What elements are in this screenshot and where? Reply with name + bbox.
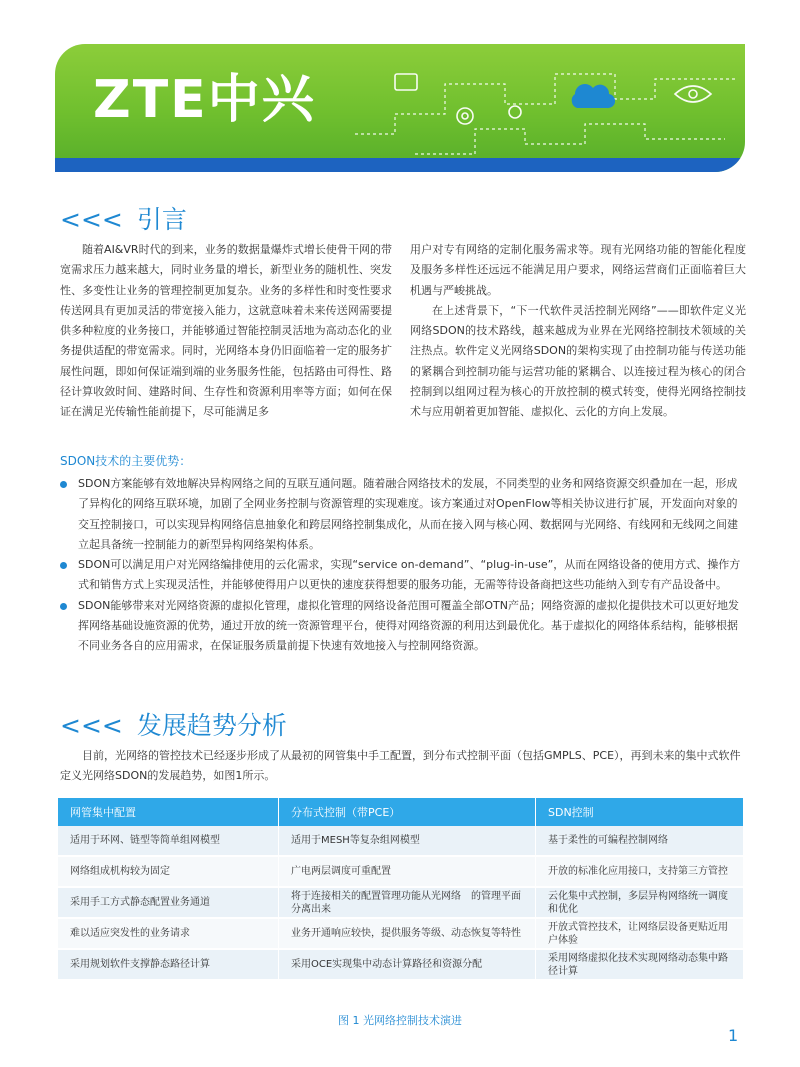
table-cell: 适用于MESH等复杂组网模型	[279, 826, 536, 856]
trends-intro: 目前，光网络的管控技术已经逐步形成了从最初的网管集中手工配置，到分布式控制平面（包括GMPLS、PCE），再到未来的集中式软件定义光网络SDON的发展趋势，如图1所示。	[60, 749, 741, 783]
column-header: SDN控制	[536, 798, 744, 826]
heading-title: 发展趋势分析	[136, 711, 287, 740]
table-cell: 广电两层调度可重配置	[279, 856, 536, 887]
table-row	[58, 887, 744, 918]
intro-paragraph-2: 在上述背景下，“下一代软件灵活控制光网络”——即软件定义光网络SDON的技术路线，越来越成为业界在光网络控制技术领域的关注热点。软件定义光网络SDON的架构实现了由控制功能与传送功能的紧耦合到控制功能与运营功能的紧耦合、以连接过程为核心的闭合控制到以组网过程为核心的开放控制的模式转变，使得光网络控制技术与应用朝着更加智能、虚拟化、云化的方向上发展。	[410, 303, 746, 419]
bullet-dot-icon	[60, 562, 67, 569]
intro-paragraph: 随着AI&VR时代的到来，业务的数据量爆炸式增长使骨干网的带宽需求压力越来越大，同时业务量的增长，新型业务的随机性、突发性、多变性让业务的管理控制更加复杂。业务的多样性和时变性要求传送网具有更加灵活的带宽接入能力，这就意味着未来传送网需要提供多种粒度的业务接口，并能够通过智能控制灵活地为高动态化的业务提供适配的带宽需求。同时，光网络本身仍旧面临着一定的服务扩展性问题，即如何保证端到端的业务服务性能，包括路由可得性、路径计算收敛时间、建路时间、生存性和资源利用率等方面；如何在保证在满足光传输性能前提下，尽可能满足多	[60, 243, 392, 419]
evolution-table	[58, 798, 744, 981]
section-heading-trends	[60, 706, 287, 742]
column-header: 分布式控制（带PCE）	[279, 798, 536, 826]
table-cell: 采用网络虚拟化技术实现网络动态集中路径计算	[536, 949, 744, 980]
table-cell: 将于连接相关的配置管理功能从光网络 的管理平面分离出来	[279, 887, 536, 918]
zte-logo: ZTE中兴	[93, 70, 316, 130]
advantages-title: SDON技术的主要优势：	[60, 454, 192, 468]
table-cell: 网络组成机构较为固定	[58, 856, 279, 887]
intro-left-column	[60, 240, 392, 423]
list-item: SDON方案能够有效地解决异构网络之间的互联互通问题。随着融合网络技术的发展，不同类型的业务和网络资源交织叠加在一起，形成了异构化的网络互联环境，加剧了全网业务控制与资源管理的实现难度。该方案通过对OpenFlow等相关协议进行扩展，开发面向对象的交互控制接口，可以实现异构网络信息抽象化和跨层网络控制集成化，从而在接入网与核心网、数据网与光网络、有线网和无线网之间建立起具备统一控制能力的新型异构网络架构体系。	[58, 474, 746, 555]
table-cell: 采用规划软件支撑静态路径计算	[58, 949, 279, 980]
table-cell: 适用于环网、链型等简单组网模型	[58, 826, 279, 856]
list-item: SDON能够带来对光网络资源的虚拟化管理，虚拟化管理的网络设备范围可覆盖全部OTN产品；网络资源的虚拟化提供技术可以更好地发挥网络基础设施资源的优势，通过开放的统一资源管理平台，使得对网络资源的利用达到最优化。基于虚拟化的网络体系结构，能够根据不同业务各自的应用需求，在保证服务质量前提下快速有效地接入与控制网络资源。	[58, 596, 746, 657]
bullet-dot-icon	[60, 603, 67, 610]
intro-right-column	[410, 240, 746, 423]
table-cell: 基于柔性的可编程控制网络	[536, 826, 744, 856]
page-number: 1	[728, 1026, 739, 1045]
table-row	[58, 949, 744, 980]
header-banner	[55, 44, 745, 172]
advantages-list	[58, 474, 746, 657]
table-header-row	[58, 798, 744, 826]
bullet-dot-icon	[60, 481, 67, 488]
heading-title: 引言	[136, 205, 187, 234]
figure-caption: 图 1 光网络控制技术演进	[338, 1014, 462, 1027]
heading-arrows: <<<	[60, 205, 123, 234]
table-cell: 云化集中式控制，多层异构网络统一调度和优化	[536, 887, 744, 918]
table-cell: 业务开通响应较快，提供服务等级、动态恢复等特性	[279, 918, 536, 949]
table-cell: 采用OCE实现集中动态计算路径和资源分配	[279, 949, 536, 980]
table-row	[58, 918, 744, 949]
banner-stripe	[55, 158, 745, 172]
section-heading-intro	[60, 200, 187, 236]
table-cell: 采用手工方式静态配置业务通道	[58, 887, 279, 918]
table-row	[58, 826, 744, 856]
intro-paragraph-continued: 用户对专有网络的定制化服务需求等。现有光网络功能的智能化程度及服务多样性还远远不能满足用户要求，网络运营商们正面临着巨大机遇与严峻挑战。	[410, 243, 746, 297]
list-item: SDON可以满足用户对光网络编排使用的云化需求，实现“service on-demand”、“plug-in-use”，从而在网络设备的使用方式、操作方式和销售方式上实现灵活性，并能够使得用户以更快的速度获得想要的服务功能，无需等待设备商把这些功能纳入到专有产品设备中。	[58, 555, 746, 596]
network-decoration-icon	[355, 54, 745, 164]
heading-arrows: <<<	[60, 711, 123, 740]
table-cell: 难以适应突发性的业务请求	[58, 918, 279, 949]
table-row	[58, 856, 744, 887]
table-cell: 开放式管控技术，让网络层设备更贴近用户体验	[536, 918, 744, 949]
column-header: 网管集中配置	[58, 798, 279, 826]
table-cell: 开放的标准化应用接口，支持第三方管控	[536, 856, 744, 887]
